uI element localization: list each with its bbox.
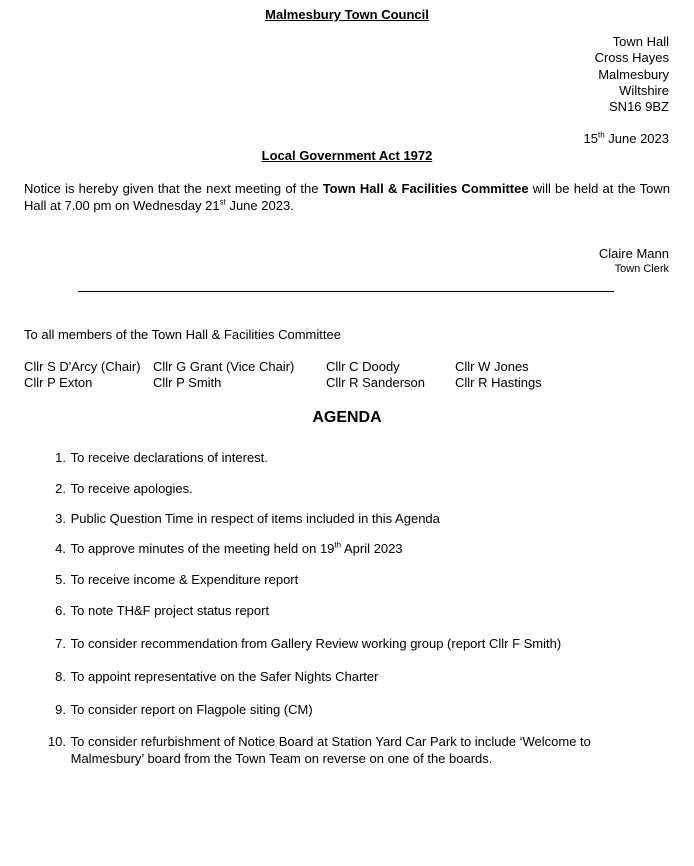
agenda-heading: AGENDA <box>312 409 382 426</box>
member: Cllr P Smith <box>153 375 222 391</box>
agenda-item: 6. To note TH&F project status report <box>55 603 270 618</box>
meeting-notice: Notice is hereby given that the next meeting of the Town Hall & Facilities Committee will be held at the Town Hall at 7.00 pm on Wednesday 21st June 2023. <box>24 181 670 213</box>
member: Cllr G Grant (Vice Chair) <box>153 359 295 374</box>
address-line: Malmesbury <box>598 66 669 82</box>
council-title: Malmesbury Town Council <box>265 7 429 22</box>
agenda-item: 5. To receive income & Expenditure report <box>55 572 299 587</box>
address-line: SN16 9BZ <box>609 99 669 115</box>
member: Cllr P Exton <box>24 375 93 391</box>
agenda-item: 8. To appoint representative on the Safer Nights Charter <box>55 669 379 684</box>
agenda-item: 7. To consider recommendation from Gallery Review working group (report Cllr F Smith) <box>55 636 562 651</box>
member: Cllr R Hastings <box>455 375 542 391</box>
member: Cllr S D'Arcy (Chair) <box>24 359 141 374</box>
address-line: Cross Hayes <box>594 50 669 66</box>
agenda-item: 3. Public Question Time in respect of items included in this Agenda <box>55 511 440 526</box>
recipients-heading: To all members of the Town Hall & Facilities Committee <box>24 327 341 342</box>
agenda-item: 10. To consider refurbishment of Notice Board at Station Yard Car Park to include ‘Welcome to Malmesbury’ board from the Town Team on reverse on one of the boards. <box>47 734 591 766</box>
council-address <box>595 34 669 115</box>
letter-date: 15th June 2023 <box>583 130 669 146</box>
member: Cllr R Sanderson <box>326 375 425 391</box>
address-line: Town Hall <box>612 34 669 49</box>
clerk-role: Town Clerk <box>614 263 669 275</box>
members-row <box>24 359 542 375</box>
divider <box>78 291 614 292</box>
agenda-item: 1. To receive declarations of interest. <box>55 450 268 465</box>
members-row <box>24 375 542 391</box>
agenda-item: 2. To receive apologies. <box>55 481 193 496</box>
agenda-item: 4. To approve minutes of the meeting held on 19th April 2023 <box>55 540 403 556</box>
members-list <box>24 359 542 392</box>
act-title: Local Government Act 1972 <box>261 148 433 163</box>
member: Cllr W Jones <box>455 359 529 374</box>
address-line: Wiltshire <box>619 82 669 98</box>
member: Cllr C Doody <box>326 359 400 374</box>
committee-name: Town Hall & Facilities Committee <box>322 181 529 196</box>
clerk-name: Claire Mann <box>598 246 669 261</box>
agenda-item: 9. To consider report on Flagpole siting (CM) <box>55 702 313 717</box>
